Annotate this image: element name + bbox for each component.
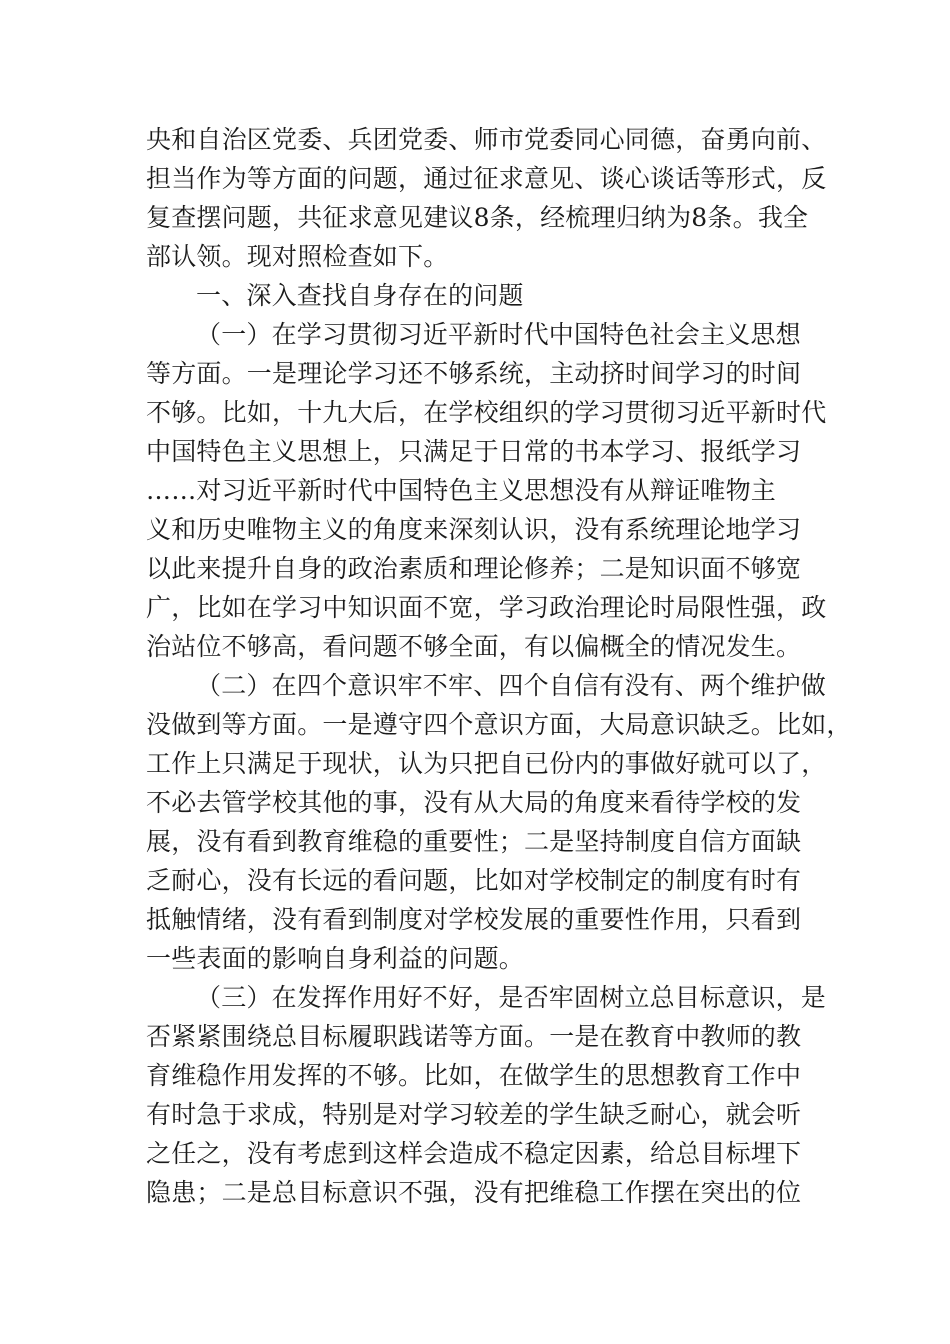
text-line: 等方面。一是理论学习还不够系统，主动挤时间学习的时间 — [146, 359, 802, 388]
text-line: 乏耐心，没有长远的看问题，比如对学校制定的制度有时有 — [146, 866, 802, 895]
section-heading: 一、深入查找自身存在的问题 — [196, 281, 524, 310]
text-line: 不够。比如，十九大后，在学校组织的学习贯彻习近平新时代 — [146, 398, 827, 427]
text-line: 隐患；二是总目标意识不强，没有把维稳工作摆在突出的位 — [146, 1178, 802, 1207]
text-line: 央和自治区党委、兵团党委、师市党委同心同德，奋勇向前、 — [146, 125, 827, 154]
text-line: 广，比如在学习中知识面不宽，学习政治理论时局限性强，政 — [146, 593, 827, 622]
text-line: 工作上只满足于现状，认为只把自已份内的事做好就可以了， — [146, 749, 827, 778]
text-line: 部认领。现对照检查如下。 — [146, 242, 449, 271]
text-line: 治站位不够高，看问题不够全面，有以偏概全的情况发生。 — [146, 632, 802, 661]
text-line: 以此来提升自身的政治素质和理论修养；二是知识面不够宽 — [146, 554, 802, 583]
subsection-heading: （三）在发挥作用好不好，是否牢固树立总目标意识，是 — [196, 983, 827, 1012]
text-line: 有时急于求成，特别是对学习较差的学生缺乏耐心，就会听 — [146, 1100, 802, 1129]
text-line: 展，没有看到教育维稳的重要性；二是坚持制度自信方面缺 — [146, 827, 802, 856]
text-line: 一些表面的影响自身利益的问题。 — [146, 944, 525, 973]
text-line: 复查摆问题，共征求意见建议8条，经梳理归纳为8条。我全 — [146, 203, 809, 232]
subsection-heading: （二）在四个意识牢不牢、四个自信有没有、两个维护做 — [196, 671, 827, 700]
text-line: 中国特色主义思想上，只满足于日常的书本学习、报纸学习 — [146, 437, 802, 466]
text-line: 否紧紧围绕总目标履职践诺等方面。一是在教育中教师的教 — [146, 1022, 802, 1051]
text-line: 育维稳作用发挥的不够。比如，在做学生的思想教育工作中 — [146, 1061, 802, 1090]
text-line: 担当作为等方面的问题，通过征求意见、谈心谈话等形式，反 — [146, 164, 827, 193]
subsection-heading: （一）在学习贯彻习近平新时代中国特色社会主义思想 — [196, 320, 801, 349]
text-line: 不必去管学校其他的事，没有从大局的角度来看待学校的发 — [146, 788, 802, 817]
text-line: 抵触情绪，没有看到制度对学校发展的重要性作用，只看到 — [146, 905, 802, 934]
text-line: 之任之，没有考虑到这样会造成不稳定因素，给总目标埋下 — [146, 1139, 802, 1168]
text-line: ……对习近平新时代中国特色主义思想没有从辩证唯物主 — [146, 476, 777, 505]
text-line: 义和历史唯物主义的角度来深刻认识，没有系统理论地学习 — [146, 515, 802, 544]
text-line: 没做到等方面。一是遵守四个意识方面，大局意识缺乏。比如， — [146, 710, 852, 739]
